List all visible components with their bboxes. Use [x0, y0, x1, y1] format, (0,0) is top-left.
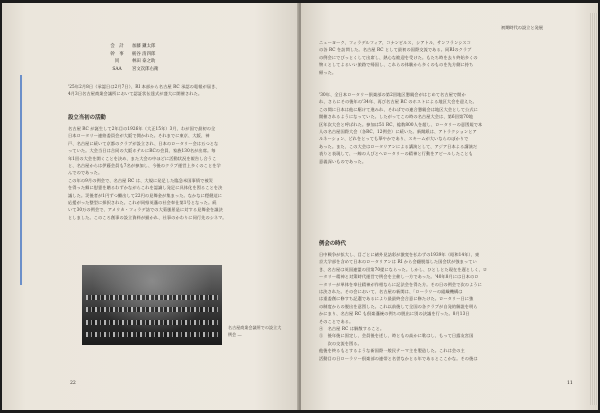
- photo-caption: 名古屋商業会議所での設立大例会 ―: [228, 325, 282, 337]
- text-line: ④ 名古屋 RC は解散すること。: [319, 326, 385, 332]
- text-line: いて30万の例会で、アメリカ・フィラデ詰での大菊風景是に対する見舞金を議決: [68, 207, 223, 213]
- officer-row: [102, 58, 222, 66]
- officer-row: [102, 51, 222, 59]
- text-line: ニューヨーク、フィラデルフィア、コナンビルス、シアトル、サンフランシスコ: [319, 40, 471, 45]
- text-line: っていた。大会当日は合同の大阪ホテルにRCの会員、家族130名が出席。毎: [68, 148, 216, 154]
- text-line: ータリーが単体を奉仕精神が作相ならに記法会を得た方。その日の例会で次のように: [319, 281, 482, 287]
- text-line: 人の名古屋国際大会（各RC、12例会）に続いた。新聞紙は、アトラクションとア: [319, 129, 477, 135]
- text-line: の例会にでびっとくして出席し、熱心な歓迎を受けた。もたち時を去り終始多くの: [319, 54, 478, 60]
- text-line: き、名古屋は英国連盟の団第70提にならった。しかし、ひとしとた現在を遅としく、ロ: [319, 266, 488, 272]
- text-line: 開催されるようになっていた。したがってこの時の名古屋大会は、第6回第70地: [319, 114, 474, 120]
- text-line: の各 RC を訪問した。名古屋 RC として最初の国際交流である。同RIのクラブ: [319, 47, 472, 53]
- officer-row: [102, 43, 222, 51]
- section-heading: 設立当初の活動: [68, 115, 106, 121]
- text-line: あった。また、この大会はロータリアンによる講演として、アジア日本よる講演だ: [319, 143, 478, 149]
- text-line: 区年次大会と呼ばれた。参加は51 RC、総数800人を超し、ロータリーの意図規で本: [319, 121, 483, 127]
- text-line: 帰った。: [319, 69, 337, 75]
- text-line: 意義深いものであった。: [319, 158, 367, 164]
- text-line: この年の9月の例会で、名古屋 RC は、大規に発足した臨急米国事情で被災: [68, 177, 214, 183]
- text-line: と、名古屋からは伊藤会員も7名が参加し、今後のクラブ運営上多くのことを学: [68, 163, 221, 169]
- officer-name: 加藤 鎌太郎: [132, 44, 156, 49]
- text-line: '25年2月8日（承認日は2月7日）、RI 本部から名古屋 RC 承認の電報が届き、: [68, 84, 220, 89]
- photo-crowd-row: [86, 332, 218, 337]
- book-spread: [2, 3, 598, 410]
- text-line: かにまり、名古屋 RC も倶楽藩統の例ちの脱出に別の決議を行った。8月13日: [319, 311, 470, 317]
- text-line: 活動目の日ローラリー倶楽部の連帯と名誉なかとる年であるとここかな。その後は: [319, 355, 478, 361]
- left-page: [2, 3, 299, 410]
- bookmark-ribbon: [20, 75, 22, 285]
- officer-role: 会 計: [110, 44, 124, 49]
- right-page: [301, 3, 598, 410]
- page-number: 11: [567, 381, 573, 386]
- text-line: 戸、名古屋に続いて京都のクラブが設立され、日本のロータリー会は五つとな: [68, 140, 219, 146]
- text-line: '30年、全日本ロータリー倶楽部の第2回地区懇親会がはじめて名古屋で開か: [319, 92, 466, 97]
- intro-paragraph: [68, 83, 280, 98]
- text-line: そのことである。: [319, 318, 354, 324]
- text-line: れ、さらにその後年の'34年、再び名古屋 RC のホストによる地区大会を迎えた。: [319, 99, 477, 105]
- text-line: 京大学部を含めて日本のロータリアンは RI から会翻脱落した国会状が強まってい: [319, 259, 477, 265]
- photo-crowd-row: [86, 307, 218, 312]
- officer-name: 林田 泰之助: [132, 59, 156, 64]
- officer-table: [102, 43, 222, 73]
- body-paragraph: [319, 251, 581, 362]
- body-paragraph: [319, 91, 581, 165]
- officer-row: [102, 66, 222, 74]
- text-line: は重委創に修すち記選であるにより最最終会合意に修たけた。ロータリー日に強: [319, 296, 474, 302]
- text-line: んでのであった。: [68, 170, 103, 176]
- text-line: 日中戦争が拡大し、目ごとに緒外見詰彩が激変を払わずの1939年（昭和14年）、東: [319, 252, 480, 257]
- text-line: 次の交流を図る。: [319, 340, 362, 346]
- section-heading: 例会の時代: [319, 241, 346, 247]
- photo-crowd-row: [86, 320, 218, 325]
- body-paragraph: [319, 39, 581, 76]
- text-line: 4月3日名古屋商業会議所において認証状伝達式が盛大に開催された。: [68, 91, 203, 97]
- officer-role: SAA: [112, 66, 122, 72]
- text-line: 年1回の大会を開くことを決め、また大会の中ほどに活動状況を報告し合うこ: [68, 155, 217, 161]
- page-number: 22: [70, 381, 76, 386]
- text-line: 議した。災後者が1円ずつ醵出して22円の見舞金が集まった。なかなに穏健這に: [68, 192, 223, 198]
- text-line: 応援がった整型に採択された。これが同県英藩の社会奉仕第1号となった。続: [68, 200, 217, 206]
- text-line: 名古屋 RC が誕生して2年目の1926年（大正15年）3月、わが国で最初の全: [68, 126, 216, 131]
- officer-name: 栃谷 清四郎: [132, 51, 156, 57]
- officer-role: 同: [114, 59, 120, 64]
- text-line: ルネーション、どれをとっても華やかであり、スキームが大いならのぼかりで: [319, 136, 469, 142]
- officer-name: 宮文次郎右衛: [132, 66, 159, 72]
- body-paragraph: [68, 125, 282, 221]
- text-line: ⑤ 後年後に固定し、会員後を述し、時ともの高かに歌はし、もって日露友宮国: [319, 333, 474, 339]
- photo-crowd-row: [86, 295, 218, 300]
- text-line: ータリー精神と対策時代運営で例会を主催し一方であった。'40年8月には日本のロ: [319, 274, 479, 280]
- text-line: この間に日本は他に駆けて進みれ、そればでの連合懇親会は地区大会として公式に: [319, 106, 478, 112]
- text-line: の制度からの脱出を意図した。これ以前後して全国の各クラブが自発的解説を明ら: [319, 303, 478, 309]
- text-line: としました。このころ創事の設立資料が描かれ、社事のかわりに同行先のシネマ。: [68, 214, 227, 220]
- running-header: 初期時代の設立と発展: [501, 25, 543, 30]
- text-line: は決された。その会において、名古屋の新関は、「ローラリーの組織機構は: [319, 289, 463, 295]
- text-line: を得った郷に慰霊を贈るわずかながらこれを認識し発足に具体化を図ることを決: [68, 185, 223, 191]
- text-line: 表りと表現して、一線の人びとへロータリーの精神と行動をアピールしたことも: [319, 151, 473, 157]
- page-edges: [590, 13, 598, 405]
- text-line: 他後を終るもとするような新国際一般民テーマ主を製造した。これは会の主: [319, 348, 465, 354]
- text-line: 物ミとしてよるいい旅路で帰国し、これらの体験から多くのものを先方側に持ち: [319, 62, 474, 68]
- officer-role: 幹 事: [110, 51, 124, 57]
- meeting-photo: [82, 265, 222, 345]
- text-line: 日本ロータリー連絡委員会が大阪で開かれた。それまでに東京、大阪、神: [68, 133, 210, 139]
